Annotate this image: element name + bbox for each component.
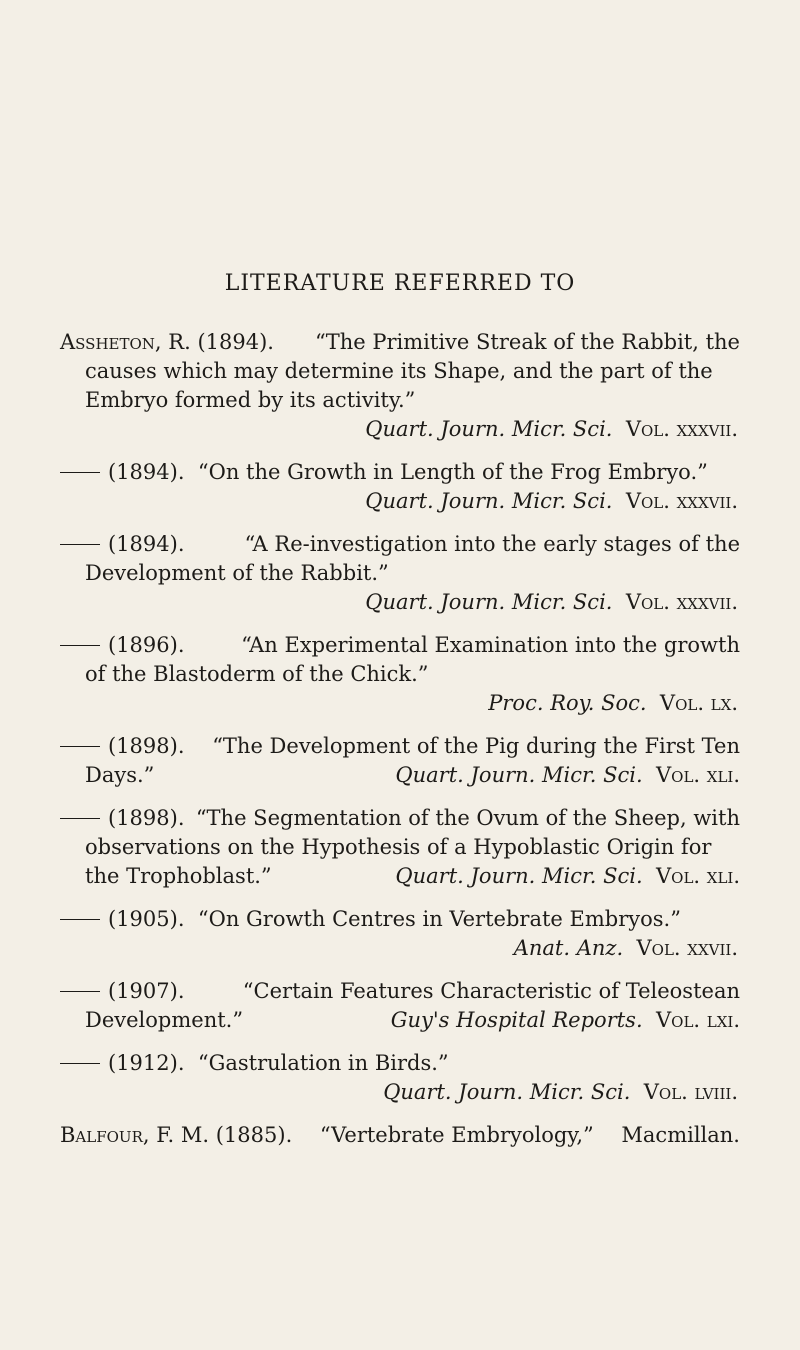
journal-name: Proc. Roy. Soc. xyxy=(488,691,647,715)
reference-entry xyxy=(60,530,740,617)
title-text: “On the Growth in Length of the Frog Embryo.” xyxy=(197,460,708,484)
journal-name: Quart. Journ. Micr. Sci. xyxy=(365,417,613,441)
journal-name: Anat. Anz. xyxy=(513,936,624,960)
journal-name: Quart. Journ. Micr. Sci. xyxy=(383,1080,631,1104)
title-text: Development.” xyxy=(85,1008,244,1032)
title-text: Development of the Rabbit.” xyxy=(85,561,389,585)
reference-entry xyxy=(60,905,740,963)
title-text: Embryo formed by its activity.” xyxy=(85,388,416,412)
reference-entry xyxy=(60,804,740,891)
year: (1894). xyxy=(108,460,185,484)
title-text: “A Re-investigation into the early stages of the xyxy=(244,532,740,556)
year: (1894). xyxy=(108,532,185,556)
volume: Vol. xli. xyxy=(655,763,740,787)
ditto-dash xyxy=(60,991,100,992)
title-text: the Trophoblast.” xyxy=(85,864,272,888)
year: (1912). xyxy=(108,1051,185,1075)
title-text: “An Experimental Examination into the growth xyxy=(241,633,740,657)
title-text: causes which may determine its Shape, and the part of the xyxy=(85,359,713,383)
volume: Vol. lx. xyxy=(659,691,738,715)
volume: Vol. xxxvii. xyxy=(625,417,738,441)
reference-entry xyxy=(60,732,740,790)
author-name: Assheton, R. xyxy=(60,330,191,354)
reference-list xyxy=(60,328,740,1164)
year: (1885). xyxy=(215,1123,293,1147)
title-text: Days.” xyxy=(85,763,155,787)
reference-entry xyxy=(60,977,740,1035)
title-text: “Certain Features Characteristic of Teleostean xyxy=(242,979,740,1003)
year: (1896). xyxy=(108,633,185,657)
title-text: “The Segmentation of the Ovum of the Sheep, with xyxy=(195,806,740,830)
title-text: “Gastrulation in Birds.” xyxy=(197,1051,449,1075)
year: (1898). xyxy=(108,734,185,758)
year: (1905). xyxy=(108,907,185,931)
ditto-dash xyxy=(60,818,100,819)
title-text: “The Primitive Streak of the Rabbit, the xyxy=(315,330,740,354)
title-text: observations on the Hypothesis of a Hypoblastic Origin for xyxy=(85,835,712,859)
ditto-dash xyxy=(60,1063,100,1064)
volume: Vol. xxxvii. xyxy=(625,489,738,513)
page-heading: LITERATURE REFERRED TO xyxy=(224,271,576,296)
reference-entry xyxy=(60,458,740,516)
ditto-dash xyxy=(60,645,100,646)
volume: Vol. xxxvii. xyxy=(625,590,738,614)
journal-name: Quart. Journ. Micr. Sci. xyxy=(395,763,643,787)
volume: Vol. lviii. xyxy=(643,1080,738,1104)
volume: Vol. lxi. xyxy=(655,1008,740,1032)
year: (1894). xyxy=(197,330,274,354)
ditto-dash xyxy=(60,544,100,545)
author-name: Balfour, F. M. xyxy=(60,1123,210,1147)
reference-entry xyxy=(60,328,740,444)
ditto-dash xyxy=(60,472,100,473)
year: (1898). xyxy=(108,806,185,830)
ditto-dash xyxy=(60,919,100,920)
reference-entry xyxy=(60,1049,740,1107)
year: (1907). xyxy=(108,979,185,1003)
title-text: “On Growth Centres in Vertebrate Embryos.” xyxy=(197,907,681,931)
reference-entry xyxy=(60,1121,740,1150)
title-text: of the Blastoderm of the Chick.” xyxy=(85,662,429,686)
volume: Vol. xli. xyxy=(655,864,740,888)
volume: Vol. xxvii. xyxy=(636,936,738,960)
title-text: “Vertebrate Embryology,” xyxy=(319,1123,594,1147)
journal-name: Quart. Journ. Micr. Sci. xyxy=(395,864,643,888)
title-text: “The Development of the Pig during the First Ten xyxy=(212,734,740,758)
ditto-dash xyxy=(60,746,100,747)
publisher-name: Macmillan. xyxy=(621,1123,740,1147)
journal-name: Guy's Hospital Reports. xyxy=(390,1008,643,1032)
reference-entry xyxy=(60,631,740,718)
journal-name: Quart. Journ. Micr. Sci. xyxy=(365,489,613,513)
journal-name: Quart. Journ. Micr. Sci. xyxy=(365,590,613,614)
